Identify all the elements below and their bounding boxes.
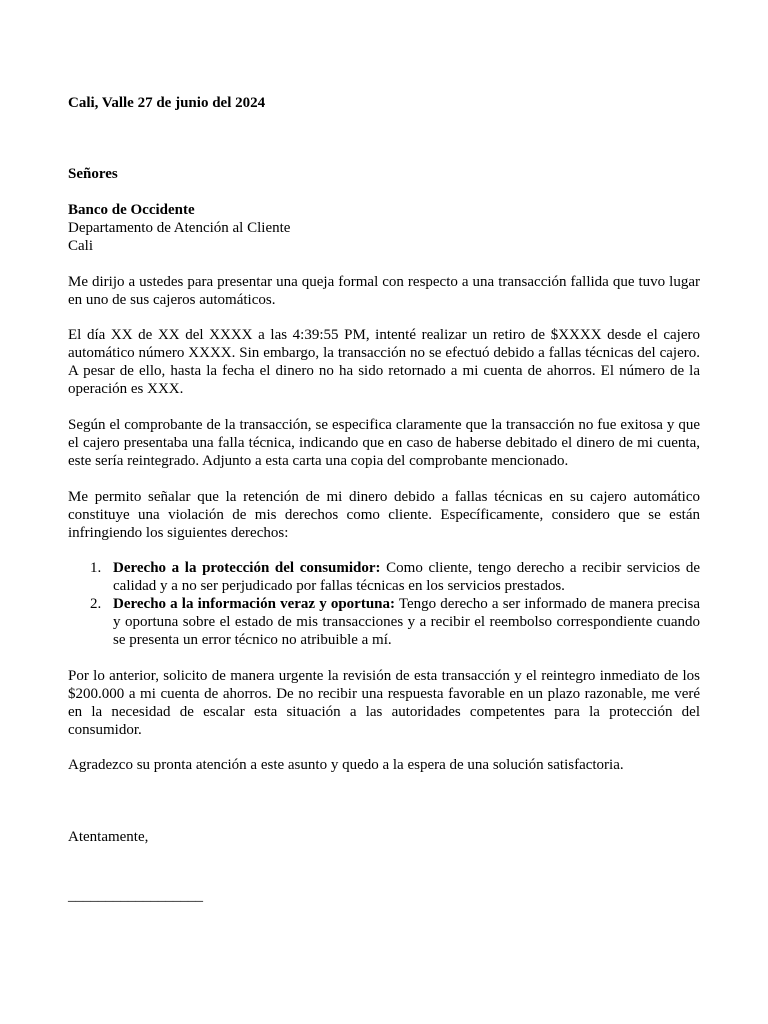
list-item: [68, 595, 700, 649]
list-item-text: Como cliente, tengo derecho a recibir servicios de calidad y a no ser perjudicado por fallas técnicas en los servicios prestados.: [113, 560, 701, 594]
paragraph-thanks: Agradezco su pronta atención a este asunto y quedo a la espera de una solución satisfactoria.: [68, 757, 624, 773]
place-date: Cali, Valle 27 de junio del 2024: [68, 95, 266, 111]
paragraph-request: Por lo anterior, solicito de manera urgente la revisión de esta transacción y el reintegro inmediato de los $200.000 a mi cuenta de ahorros. De no recibir una respuesta favorable en un plazo razonable, me veré en la necesidad de escalar esta situación a las autoridades competentes para la protección del consumidor.: [68, 668, 700, 738]
paragraph-receipt: Según el comprobante de la transacción, se especifica claramente que la transacción no fue exitosa y que el cajero presentaba una falla técnica, indicando que en caso de haberse debitado el dinero de mi cuenta, este sería reintegrado. Adjunto a esta carta una copia del comprobante mencionado.: [68, 417, 700, 469]
signature-line: __________________: [68, 888, 203, 904]
recipient-name: Banco de Occidente: [68, 202, 195, 218]
recipient-block: [68, 201, 700, 255]
list-item-number: 1.: [90, 560, 102, 576]
rights-list: [68, 559, 700, 649]
list-item-title: Derecho a la información veraz y oportuna:: [113, 596, 396, 612]
list-item-number: 2.: [90, 596, 102, 612]
recipient-city: Cali: [68, 238, 93, 254]
paragraph-incident: El día XX de XX del XXXX a las 4:39:55 PM, intenté realizar un retiro de $XXXX desde el cajero automático número XXXX. Sin embargo, la transacción no se efectuó debido a fallas técnicas del cajero. A pesar de ello, hasta la fecha el dinero no ha sido retornado a mi cuenta de ahorros. El número de la operación es XXX.: [68, 327, 700, 397]
list-item-title: Derecho a la protección del consumidor:: [113, 560, 381, 576]
sign-off: Atentamente,: [68, 829, 149, 845]
paragraph-intro: Me dirijo a ustedes para presentar una queja formal con respecto a una transacción fallida que tuvo lugar en uno de sus cajeros automáticos.: [68, 274, 700, 308]
recipient-department: Departamento de Atención al Cliente: [68, 220, 291, 236]
salutation: Señores: [68, 166, 118, 182]
paragraph-rights-intro: Me permito señalar que la retención de mi dinero debido a fallas técnicas en su cajero automático constituye una violación de mis derechos como cliente. Específicamente, considero que se están infringiendo los siguientes derechos:: [68, 489, 700, 541]
list-item: [68, 559, 700, 595]
list-item-text: Tengo derecho a ser informado de manera precisa y oportuna sobre el estado de mis transacciones y a recibir el reembolso correspondiente cuando se presenta un error técnico no atribuible a mí.: [113, 596, 700, 648]
